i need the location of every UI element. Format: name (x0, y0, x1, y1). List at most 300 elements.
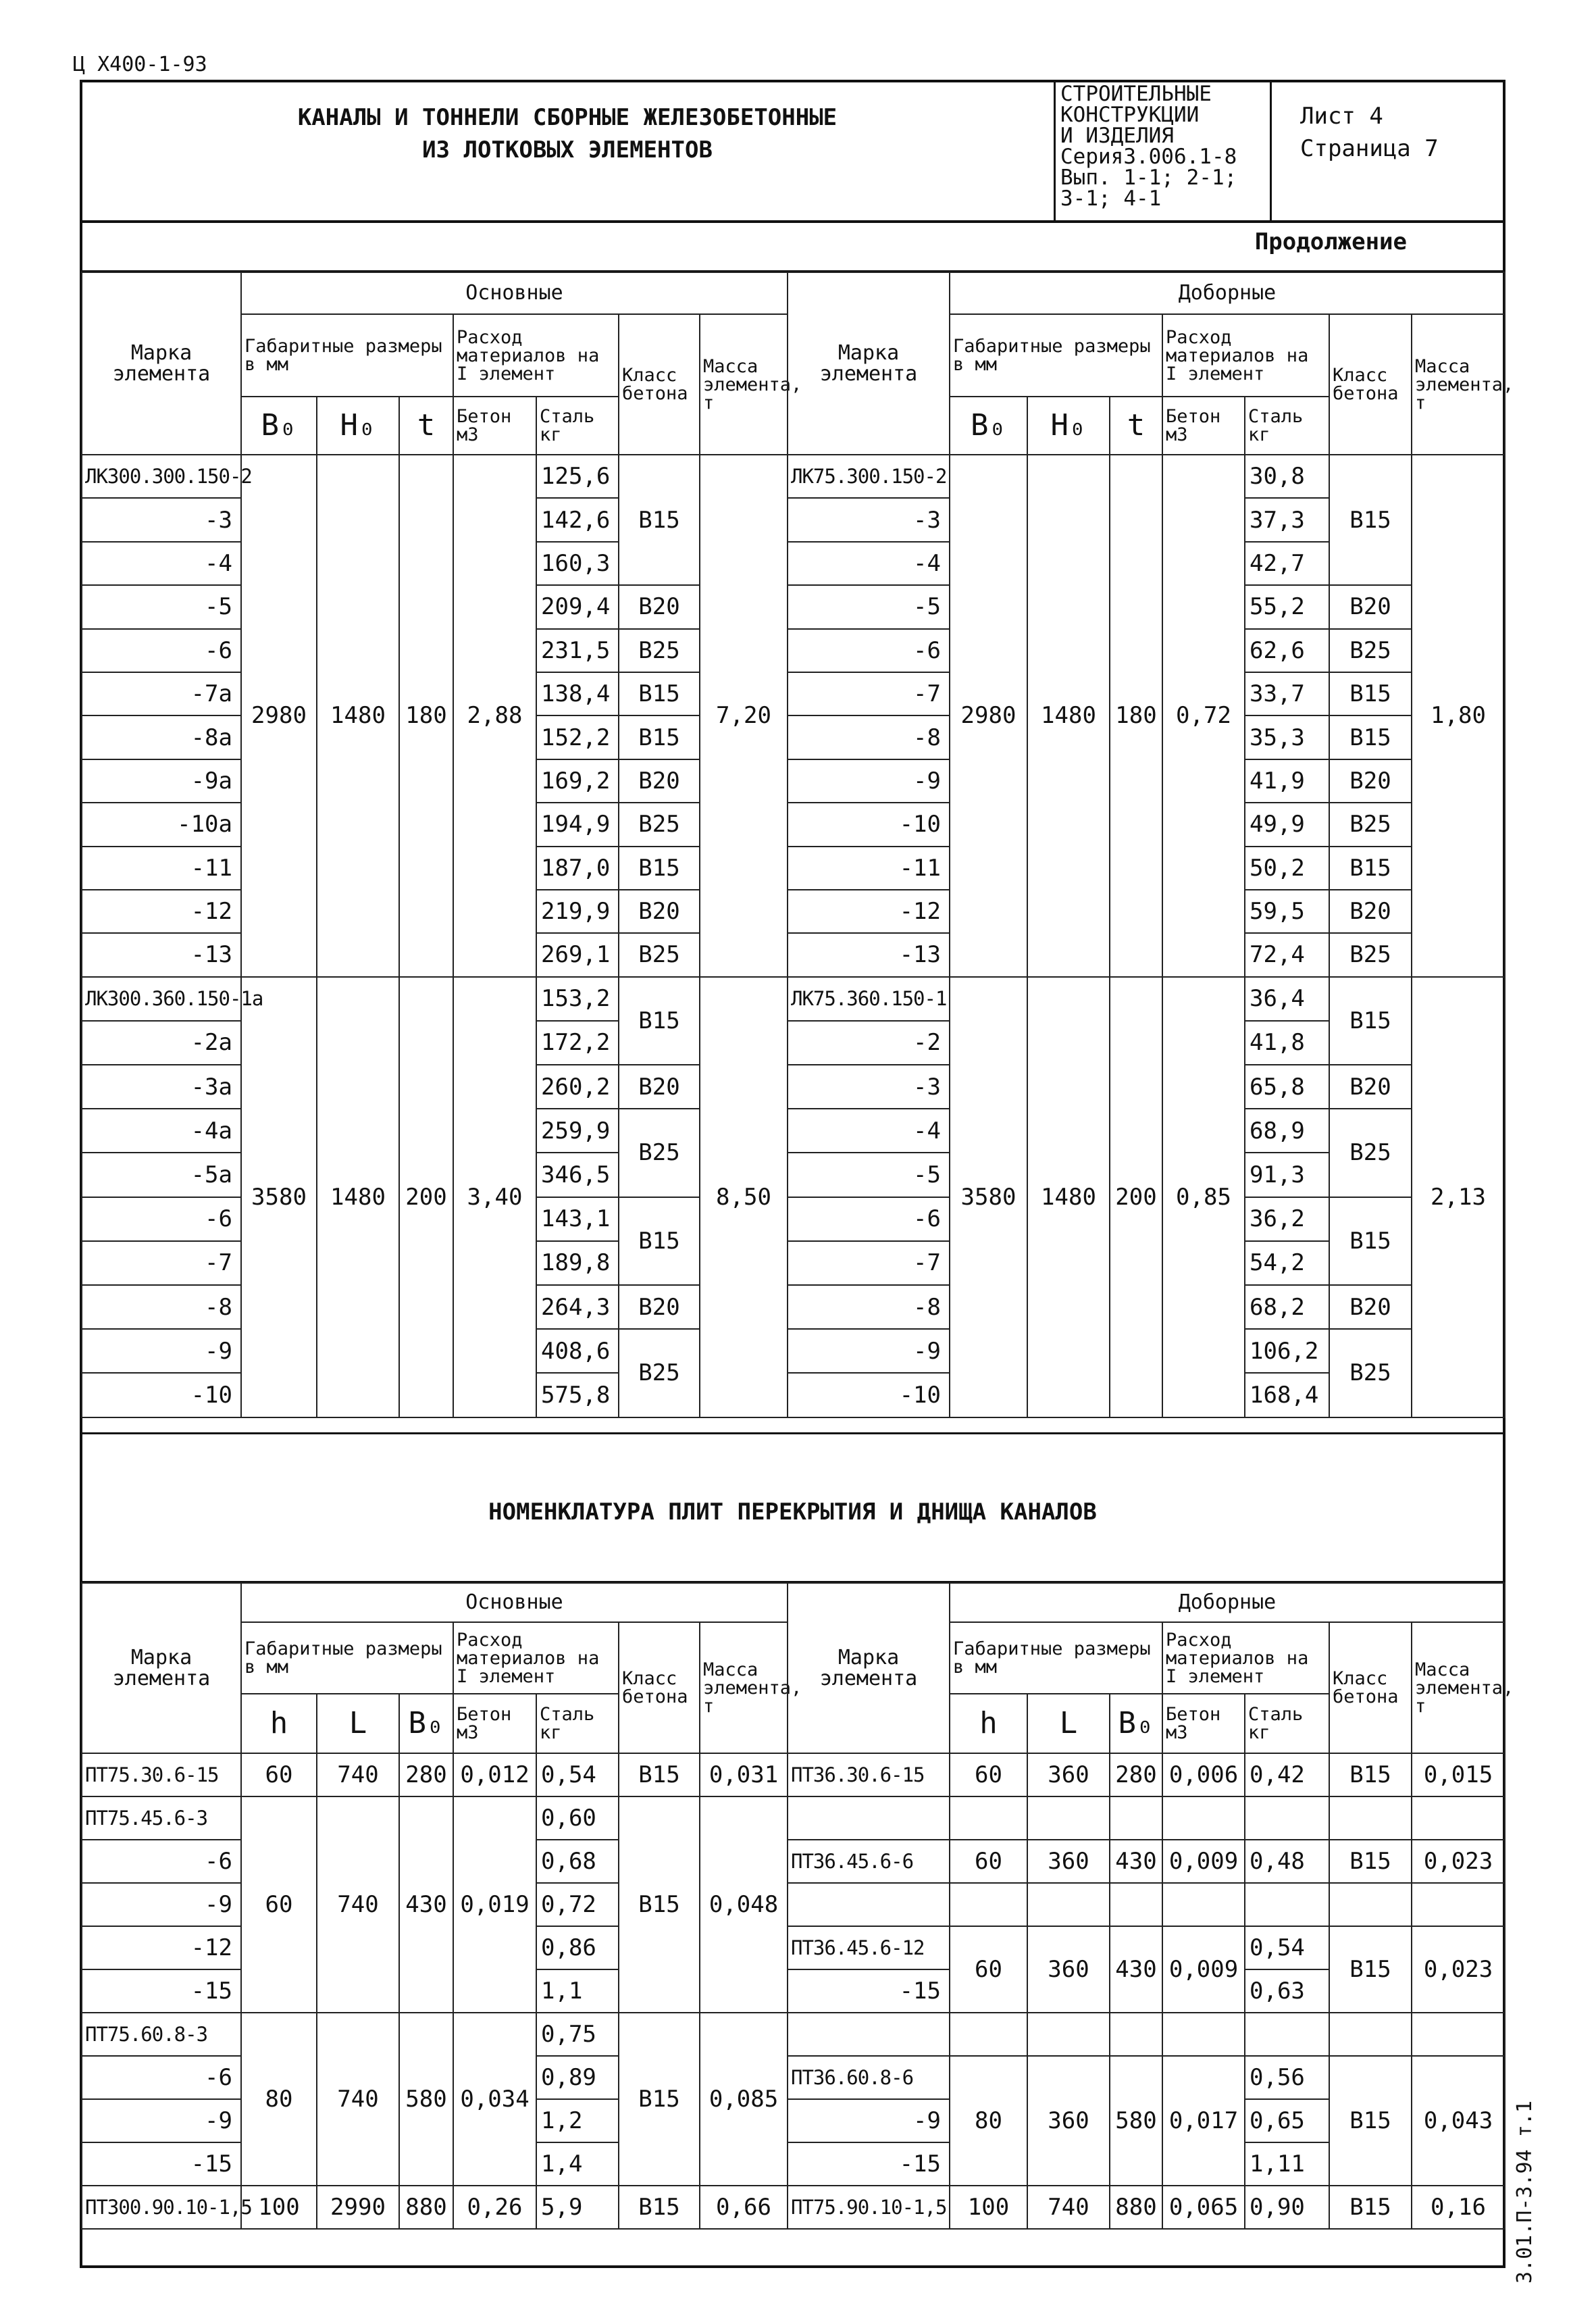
h-cell: 80 (950, 2056, 1027, 2186)
steel-cell: 55,2 (1245, 585, 1329, 628)
table-row (788, 2056, 1505, 2099)
steel-cell: 219,9 (536, 890, 619, 933)
class-cell: B15 (1329, 455, 1412, 585)
col-steel-header: Сталь кг (1245, 397, 1329, 455)
b0-cell: 2980 (950, 455, 1027, 977)
steel-cell: 68,2 (1245, 1285, 1329, 1329)
mark-cell: -9 (82, 2099, 241, 2142)
steel-cell: 189,8 (536, 1241, 619, 1285)
mark-cell: -6 (82, 1197, 241, 1241)
t-cell: 200 (1110, 977, 1162, 1417)
mass-cell: 0,085 (700, 2013, 788, 2186)
mark-cell: -5а (82, 1153, 241, 1197)
steel-cell: 0,60 (536, 1796, 619, 1840)
beton-cell: 3,40 (453, 977, 536, 1417)
mark-cell: -6 (82, 1840, 241, 1883)
steel-cell: 194,9 (536, 803, 619, 846)
col-b0-header: B₀ (241, 397, 317, 455)
t-cell: 180 (399, 455, 453, 977)
mass-cell: 8,50 (700, 977, 788, 1417)
mark-cell: ПТ75.30.6-15 (82, 1753, 241, 1796)
mark-cell: -5 (788, 1153, 950, 1197)
mark-cell: ПТ36.45.6-6 (788, 1840, 950, 1883)
class-cell: B15 (1329, 1753, 1412, 1796)
class-cell: B25 (619, 803, 700, 846)
table-row (788, 1883, 1505, 1926)
col-beton-header: Бетон м3 (453, 1694, 536, 1753)
b0-cell: 430 (1110, 1840, 1162, 1883)
steel-cell: 0,72 (536, 1883, 619, 1926)
steel-cell: 41,8 (1245, 1021, 1329, 1065)
steel-cell: 0,54 (1245, 1926, 1329, 1969)
steel-cell: 0,48 (1245, 1840, 1329, 1883)
beton-cell: 0,009 (1162, 1840, 1245, 1883)
class-cell: B25 (1329, 933, 1412, 976)
col-h0-header: H₀ (317, 397, 399, 455)
steel-cell: 0,90 (1245, 2186, 1329, 2229)
class-cell: B25 (1329, 803, 1412, 846)
h0-cell: 1480 (317, 977, 399, 1417)
table-row (788, 1753, 1505, 1796)
table-row (788, 2186, 1505, 2229)
empty-cell (788, 1883, 950, 1926)
mark-cell: -8 (788, 715, 950, 759)
empty-cell (1110, 2013, 1162, 2056)
mass-cell: 0,023 (1412, 1926, 1505, 2013)
class-cell: B20 (1329, 585, 1412, 628)
table-row (82, 1796, 788, 1840)
b0-cell: 2980 (241, 455, 317, 977)
class-cell: B15 (1329, 977, 1412, 1065)
empty-cell (950, 1796, 1027, 1840)
table-row (788, 1926, 1505, 1969)
table2-extra (787, 1582, 1514, 2230)
steel-cell: 346,5 (536, 1153, 619, 1197)
col-t-header: t (399, 397, 453, 455)
class-cell: B25 (619, 1329, 700, 1417)
class-cell: B15 (619, 1753, 700, 1796)
group-header-basic: Основные (241, 1583, 788, 1622)
mark-cell: -15 (82, 1969, 241, 2013)
steel-cell: 59,5 (1245, 890, 1329, 933)
col-beton-header: Бетон м3 (1162, 397, 1245, 455)
document-code: Ц Х400-1-93 (73, 53, 207, 76)
mark-cell: -4а (82, 1109, 241, 1153)
steel-cell: 142,6 (536, 498, 619, 541)
mass-cell: 0,043 (1412, 2056, 1505, 2186)
empty-cell (1162, 1796, 1245, 1840)
beton-cell: 0,012 (453, 1753, 536, 1796)
mark-cell: -12 (788, 890, 950, 933)
col-consumption-header: Расход материалов на I элемент (453, 314, 619, 397)
mark-cell: -11 (788, 847, 950, 890)
table2-basic (81, 1582, 802, 2230)
class-cell: B15 (619, 2186, 700, 2229)
steel-cell: 1,11 (1245, 2142, 1329, 2186)
group-header-extra: Доборные (950, 272, 1505, 314)
mark-cell: -15 (82, 2142, 241, 2186)
steel-cell: 0,68 (536, 1840, 619, 1883)
mark-cell: -9 (82, 1883, 241, 1926)
b0-cell: 3580 (241, 977, 317, 1417)
steel-cell: 30,8 (1245, 455, 1329, 498)
class-cell: B15 (619, 455, 700, 585)
empty-cell (1027, 1796, 1110, 1840)
mark-cell: ПТ75.60.8-3 (82, 2013, 241, 2056)
class-cell: B25 (1329, 629, 1412, 672)
series-line: КОНСТРУКЦИИ (1060, 103, 1200, 127)
class-cell: B20 (1329, 890, 1412, 933)
b0-cell: 280 (399, 1753, 453, 1796)
beton-cell: 0,006 (1162, 1753, 1245, 1796)
b0-cell: 430 (399, 1796, 453, 2013)
table-row (788, 2013, 1505, 2056)
col-h-header: h (241, 1694, 317, 1753)
class-cell: B25 (619, 629, 700, 672)
mark-cell: -9 (788, 1329, 950, 1373)
steel-cell: 35,3 (1245, 715, 1329, 759)
class-cell: B15 (619, 847, 700, 890)
empty-cell (788, 2013, 950, 2056)
mark-cell: ПТ36.30.6-15 (788, 1753, 950, 1796)
empty-cell (1245, 2013, 1329, 2056)
col-dims-header: Габаритные размеры в мм (241, 314, 453, 397)
empty-cell (788, 1796, 950, 1840)
h-cell: 60 (950, 1840, 1027, 1883)
mass-cell: 7,20 (700, 455, 788, 977)
col-consumption-header: Расход материалов на I элемент (1162, 314, 1329, 397)
table-row (788, 1796, 1505, 1840)
series-line: Серия3.006.1-8 (1060, 145, 1237, 169)
steel-cell: 408,6 (536, 1329, 619, 1373)
beton-cell: 0,065 (1162, 2186, 1245, 2229)
steel-cell: 209,4 (536, 585, 619, 628)
class-cell: B20 (619, 1065, 700, 1109)
mark-cell: ПТ75.45.6-3 (82, 1796, 241, 1840)
section-title-slabs: НОМЕНКЛАТУРА ПЛИТ ПЕРЕКРЫТИЯ И ДНИЩА КАНАЛОВ (488, 1499, 1097, 1526)
col-dims-header: Габаритные размеры в мм (950, 314, 1162, 397)
mark-cell: -9 (82, 1329, 241, 1373)
empty-cell (1329, 1796, 1412, 1840)
mark-cell: -3 (82, 498, 241, 541)
col-b0-header: B₀ (1110, 1694, 1162, 1753)
col-b0-header: B₀ (950, 397, 1027, 455)
col-dims-header: Габаритные размеры в мм (950, 1622, 1162, 1694)
mark-cell: -4 (82, 542, 241, 585)
steel-cell: 0,42 (1245, 1753, 1329, 1796)
col-t-header: t (1110, 397, 1162, 455)
group-header-extra: Доборные (950, 1583, 1505, 1622)
class-cell: B15 (1329, 1840, 1412, 1883)
l-cell: 740 (317, 1796, 399, 2013)
mark-cell: -9а (82, 759, 241, 803)
series-block (1060, 84, 1237, 209)
class-cell: B15 (1329, 1926, 1412, 2013)
steel-cell: 264,3 (536, 1285, 619, 1329)
mark-cell: -7 (82, 1241, 241, 1285)
series-line: И ИЗДЕЛИЯ (1060, 124, 1174, 148)
class-cell: B15 (1329, 715, 1412, 759)
col-h0-header: H₀ (1027, 397, 1110, 455)
empty-cell (1412, 1883, 1505, 1926)
class-cell: B25 (619, 1109, 700, 1197)
section-line-top (80, 1432, 1505, 1434)
mass-cell: 0,16 (1412, 2186, 1505, 2229)
mark-cell: ЛК75.360.150-1 (788, 977, 950, 1021)
col-b0-header: B₀ (399, 1694, 453, 1753)
class-cell: B15 (619, 977, 700, 1065)
h0-cell: 1480 (317, 455, 399, 977)
mass-cell: 0,023 (1412, 1840, 1505, 1883)
l-cell: 740 (1027, 2186, 1110, 2229)
mass-cell: 1,80 (1412, 455, 1505, 977)
l-cell: 360 (1027, 2056, 1110, 2186)
class-cell: B20 (619, 759, 700, 803)
l-cell: 2990 (317, 2186, 399, 2229)
l-cell: 360 (1027, 1753, 1110, 1796)
steel-cell: 62,6 (1245, 629, 1329, 672)
steel-cell: 0,86 (536, 1926, 619, 1969)
steel-cell: 0,65 (1245, 2099, 1329, 2142)
col-steel-header: Сталь кг (1245, 1694, 1329, 1753)
h-cell: 100 (241, 2186, 317, 2229)
steel-cell: 42,7 (1245, 542, 1329, 585)
class-cell: B20 (619, 1285, 700, 1329)
steel-cell: 1,1 (536, 1969, 619, 2013)
mark-cell: ЛК300.300.150-2 (82, 455, 241, 498)
title-line-1: КАНАЛЫ И ТОННЕЛИ СБОРНЫЕ ЖЕЛЕЗОБЕТОННЫЕ (297, 104, 838, 131)
h-cell: 60 (241, 1796, 317, 2013)
col-l-header: L (317, 1694, 399, 1753)
empty-cell (1412, 2013, 1505, 2056)
h-cell: 100 (950, 2186, 1027, 2229)
beton-cell: 0,26 (453, 2186, 536, 2229)
class-cell: B15 (1329, 847, 1412, 890)
mark-cell: -15 (788, 2142, 950, 2186)
mark-cell: -12 (82, 1926, 241, 1969)
mark-cell: -9 (788, 759, 950, 803)
beton-cell: 0,72 (1162, 455, 1245, 977)
empty-cell (1110, 1796, 1162, 1840)
empty-cell (1162, 2013, 1245, 2056)
steel-cell: 143,1 (536, 1197, 619, 1241)
steel-cell: 259,9 (536, 1109, 619, 1153)
b0-cell: 430 (1110, 1926, 1162, 2013)
h-cell: 60 (950, 1753, 1027, 1796)
steel-cell: 50,2 (1245, 847, 1329, 890)
steel-cell: 169,2 (536, 759, 619, 803)
mark-cell: -13 (788, 933, 950, 976)
table-row (788, 1840, 1505, 1883)
class-cell: B20 (619, 585, 700, 628)
col-beton-header: Бетон м3 (453, 397, 536, 455)
mark-cell: -8а (82, 715, 241, 759)
class-cell: B15 (619, 672, 700, 715)
steel-cell: 0,75 (536, 2013, 619, 2056)
empty-cell (1162, 1883, 1245, 1926)
l-cell: 740 (317, 1753, 399, 1796)
col-class-header: Класс бетона (619, 1622, 700, 1753)
b0-cell: 280 (1110, 1753, 1162, 1796)
h-cell: 80 (241, 2013, 317, 2186)
col-mark-header: Марка элемента (82, 272, 241, 455)
table-row (82, 1753, 788, 1796)
steel-cell: 1,2 (536, 2099, 619, 2142)
steel-cell: 106,2 (1245, 1329, 1329, 1373)
steel-cell: 91,3 (1245, 1153, 1329, 1197)
mark-cell: -7 (788, 1241, 950, 1285)
empty-cell (1027, 1883, 1110, 1926)
col-mass-header: Масса элемента, т (1412, 1622, 1505, 1753)
steel-cell: 0,54 (536, 1753, 619, 1796)
empty-cell (950, 1883, 1027, 1926)
header-vline-2 (1270, 80, 1272, 222)
sheet-block (1300, 100, 1439, 165)
steel-cell: 37,3 (1245, 498, 1329, 541)
mark-cell: -4 (788, 542, 950, 585)
mark-cell: -5 (82, 585, 241, 628)
col-mark-header: Марка элемента (788, 272, 950, 455)
class-cell: B15 (619, 2013, 700, 2186)
steel-cell: 125,6 (536, 455, 619, 498)
col-consumption-header: Расход материалов на I элемент (453, 1622, 619, 1694)
empty-cell (1412, 1796, 1505, 1840)
mark-cell: -3 (788, 1065, 950, 1109)
empty-cell (1245, 1796, 1329, 1840)
mark-cell: ПТ36.60.8-6 (788, 2056, 950, 2099)
mark-cell: -15 (788, 1969, 950, 2013)
class-cell: B25 (1329, 1109, 1412, 1197)
mark-cell: ПТ75.90.10-1,5 (788, 2186, 950, 2229)
mark-cell: -2а (82, 1021, 241, 1065)
steel-cell: 160,3 (536, 542, 619, 585)
class-cell: B15 (619, 1796, 700, 2013)
col-steel-header: Сталь кг (536, 397, 619, 455)
empty-cell (1329, 2013, 1412, 2056)
empty-cell (1329, 1883, 1412, 1926)
t-cell: 180 (1110, 455, 1162, 977)
beton-cell: 0,017 (1162, 2056, 1245, 2186)
col-mass-header: Масса элемента, т (1412, 314, 1505, 455)
b0-cell: 3580 (950, 977, 1027, 1417)
empty-cell (1110, 1883, 1162, 1926)
mark-cell: -2 (788, 1021, 950, 1065)
steel-cell: 269,1 (536, 933, 619, 976)
mark-cell: -12 (82, 890, 241, 933)
mark-cell: -8 (788, 1285, 950, 1329)
mass-cell: 0,031 (700, 1753, 788, 1796)
l-cell: 740 (317, 2013, 399, 2186)
class-cell: B20 (1329, 1065, 1412, 1109)
beton-cell: 0,019 (453, 1796, 536, 2013)
h-cell: 60 (950, 1926, 1027, 2013)
steel-cell: 0,56 (1245, 2056, 1329, 2099)
class-cell: B25 (1329, 1329, 1412, 1417)
steel-cell: 72,4 (1245, 933, 1329, 976)
beton-cell: 0,034 (453, 2013, 536, 2186)
empty-cell (1027, 2013, 1110, 2056)
mark-cell: -8 (82, 1285, 241, 1329)
class-cell: B15 (619, 1197, 700, 1285)
b0-cell: 580 (399, 2013, 453, 2186)
steel-cell: 1,4 (536, 2142, 619, 2186)
col-class-header: Класс бетона (1329, 314, 1412, 455)
steel-cell: 152,2 (536, 715, 619, 759)
table1-extra (787, 272, 1514, 1418)
mark-cell: -7а (82, 672, 241, 715)
steel-cell: 41,9 (1245, 759, 1329, 803)
document-title (82, 101, 1052, 166)
b0-cell: 880 (1110, 2186, 1162, 2229)
mark-cell: -5 (788, 585, 950, 628)
table-row (82, 2013, 788, 2056)
mark-cell: -6 (82, 629, 241, 672)
col-dims-header: Габаритные размеры в мм (241, 1622, 453, 1694)
b0-cell: 580 (1110, 2056, 1162, 2186)
mark-cell: -10а (82, 803, 241, 846)
group-header-basic: Основные (241, 272, 788, 314)
mass-cell: 0,66 (700, 2186, 788, 2229)
steel-cell: 260,2 (536, 1065, 619, 1109)
steel-cell: 153,2 (536, 977, 619, 1021)
steel-cell: 0,63 (1245, 1969, 1329, 2013)
steel-cell: 5,9 (536, 2186, 619, 2229)
mark-cell: ЛК75.300.150-2 (788, 455, 950, 498)
mark-cell: -3а (82, 1065, 241, 1109)
title-line-2: ИЗ ЛОТКОВЫХ ЭЛЕМЕНТОВ (422, 136, 713, 164)
col-h-header: h (950, 1694, 1027, 1753)
empty-cell (950, 2013, 1027, 2056)
steel-cell: 49,9 (1245, 803, 1329, 846)
mark-cell: -6 (788, 1197, 950, 1241)
mark-cell: -6 (788, 629, 950, 672)
col-class-header: Класс бетона (1329, 1622, 1412, 1753)
table-row (82, 977, 788, 1021)
col-beton-header: Бетон м3 (1162, 1694, 1245, 1753)
h-cell: 60 (241, 1753, 317, 1796)
mark-cell: -10 (82, 1373, 241, 1417)
class-cell: B20 (1329, 759, 1412, 803)
mark-cell: -3 (788, 498, 950, 541)
steel-cell: 172,2 (536, 1021, 619, 1065)
beton-cell: 0,85 (1162, 977, 1245, 1417)
class-cell: B15 (1329, 672, 1412, 715)
steel-cell: 36,4 (1245, 977, 1329, 1021)
col-steel-header: Сталь кг (536, 1694, 619, 1753)
table-row (82, 455, 788, 498)
class-cell: B15 (1329, 2056, 1412, 2186)
col-mass-header: Масса элемента, т (700, 314, 788, 455)
sheet-number: Лист 4 (1300, 103, 1383, 130)
empty-cell (1245, 1883, 1329, 1926)
steel-cell: 33,7 (1245, 672, 1329, 715)
steel-cell: 65,8 (1245, 1065, 1329, 1109)
table-row (788, 977, 1505, 1021)
col-consumption-header: Расход материалов на I элемент (1162, 1622, 1329, 1694)
h0-cell: 1480 (1027, 977, 1110, 1417)
mark-cell: -11 (82, 847, 241, 890)
mark-cell: -6 (82, 2056, 241, 2099)
mark-cell: -4 (788, 1109, 950, 1153)
beton-cell: 2,88 (453, 455, 536, 977)
mark-cell: -7 (788, 672, 950, 715)
steel-cell: 168,4 (1245, 1373, 1329, 1417)
steel-cell: 575,8 (536, 1373, 619, 1417)
class-cell: B15 (1329, 2186, 1412, 2229)
b0-cell: 880 (399, 2186, 453, 2229)
mark-cell: -9 (788, 2099, 950, 2142)
mark-cell: ЛК300.360.150-1а (82, 977, 241, 1021)
